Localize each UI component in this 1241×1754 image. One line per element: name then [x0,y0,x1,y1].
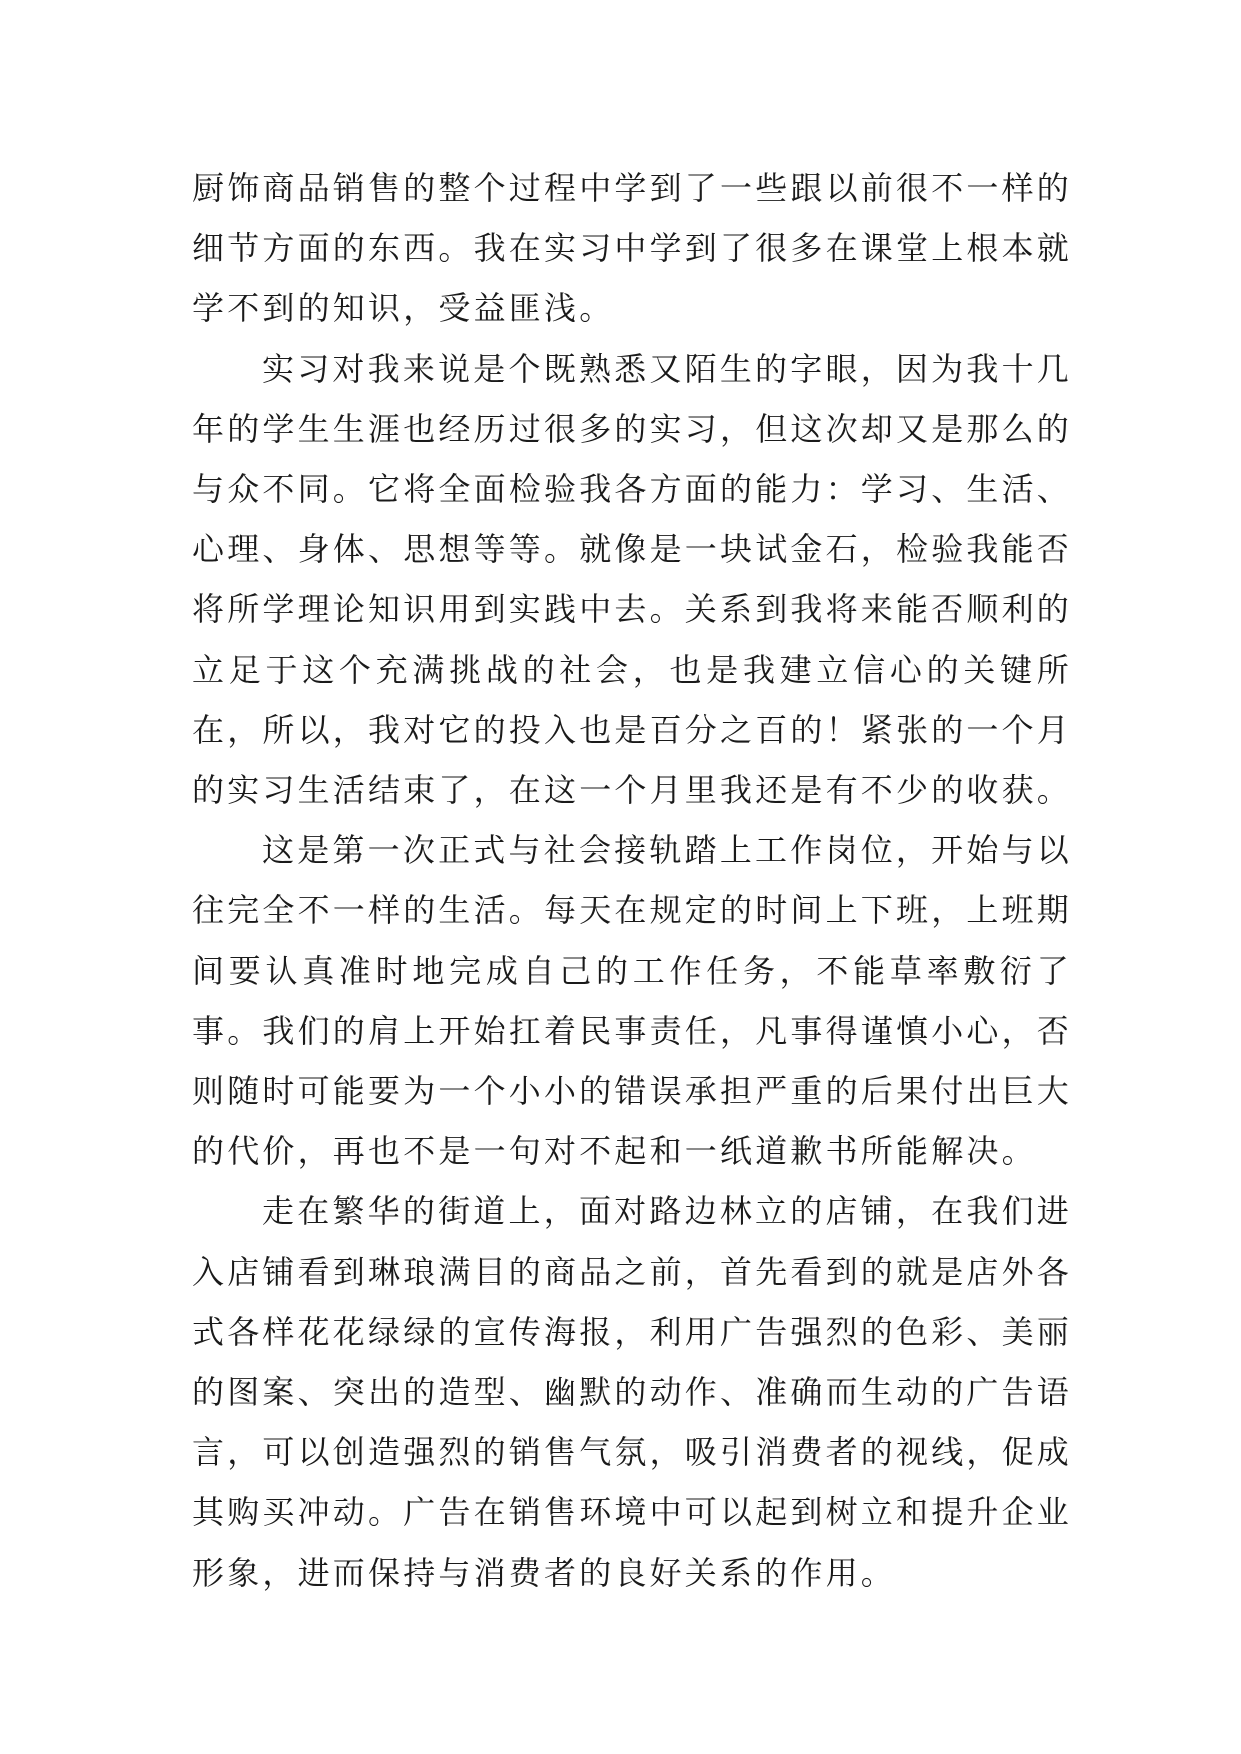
paragraph-3: 这是第一次正式与社会接轨踏上工作岗位，开始与以往完全不一样的生活。每天在规定的时间上下班，上班期间要认真准时地完成自己的工作任务，不能草率敷衍了事。我们的肩上开始扛着民事责任，凡事得谨慎小心，否则随时可能要为一个小小的错误承担严重的后果付出巨大的代价，再也不是一句对不起和一纸道歉书所能解决。 [192,831,1073,1171]
document-body [192,158,1072,1603]
paragraph-1: 厨饰商品销售的整个过程中学到了一些跟以前很不一样的细节方面的东西。我在实习中学到了很多在课堂上根本就学不到的知识，受益匪浅。 [192,169,1073,328]
paragraph-2: 实习对我来说是个既熟悉又陌生的字眼，因为我十几年的学生生涯也经历过很多的实习，但这次却又是那么的与众不同。它将全面检验我各方面的能力：学习、生活、心理、身体、思想等等。就像是一块试金石，检验我能否将所学理论知识用到实践中去。关系到我将来能否顺利的立足于这个充满挑战的社会，也是我建立信心的关键所在，所以，我对它的投入也是百分之百的！紧张的一个月的实习生活结束了，在这一个月里我还是有不少的收获。 [192,349,1073,810]
paragraph-4: 走在繁华的街道上，面对路边林立的店铺，在我们进入店铺看到琳琅满目的商品之前，首先看到的就是店外各式各样花花绿绿的宣传海报，利用广告强烈的色彩、美丽的图案、突出的造型、幽默的动作、准确而生动的广告语言，可以创造强烈的销售气氛，吸引消费者的视线，促成其购买冲动。广告在销售环境中可以起到树立和提升企业形象，进而保持与消费者的良好关系的作用。 [192,1192,1073,1592]
